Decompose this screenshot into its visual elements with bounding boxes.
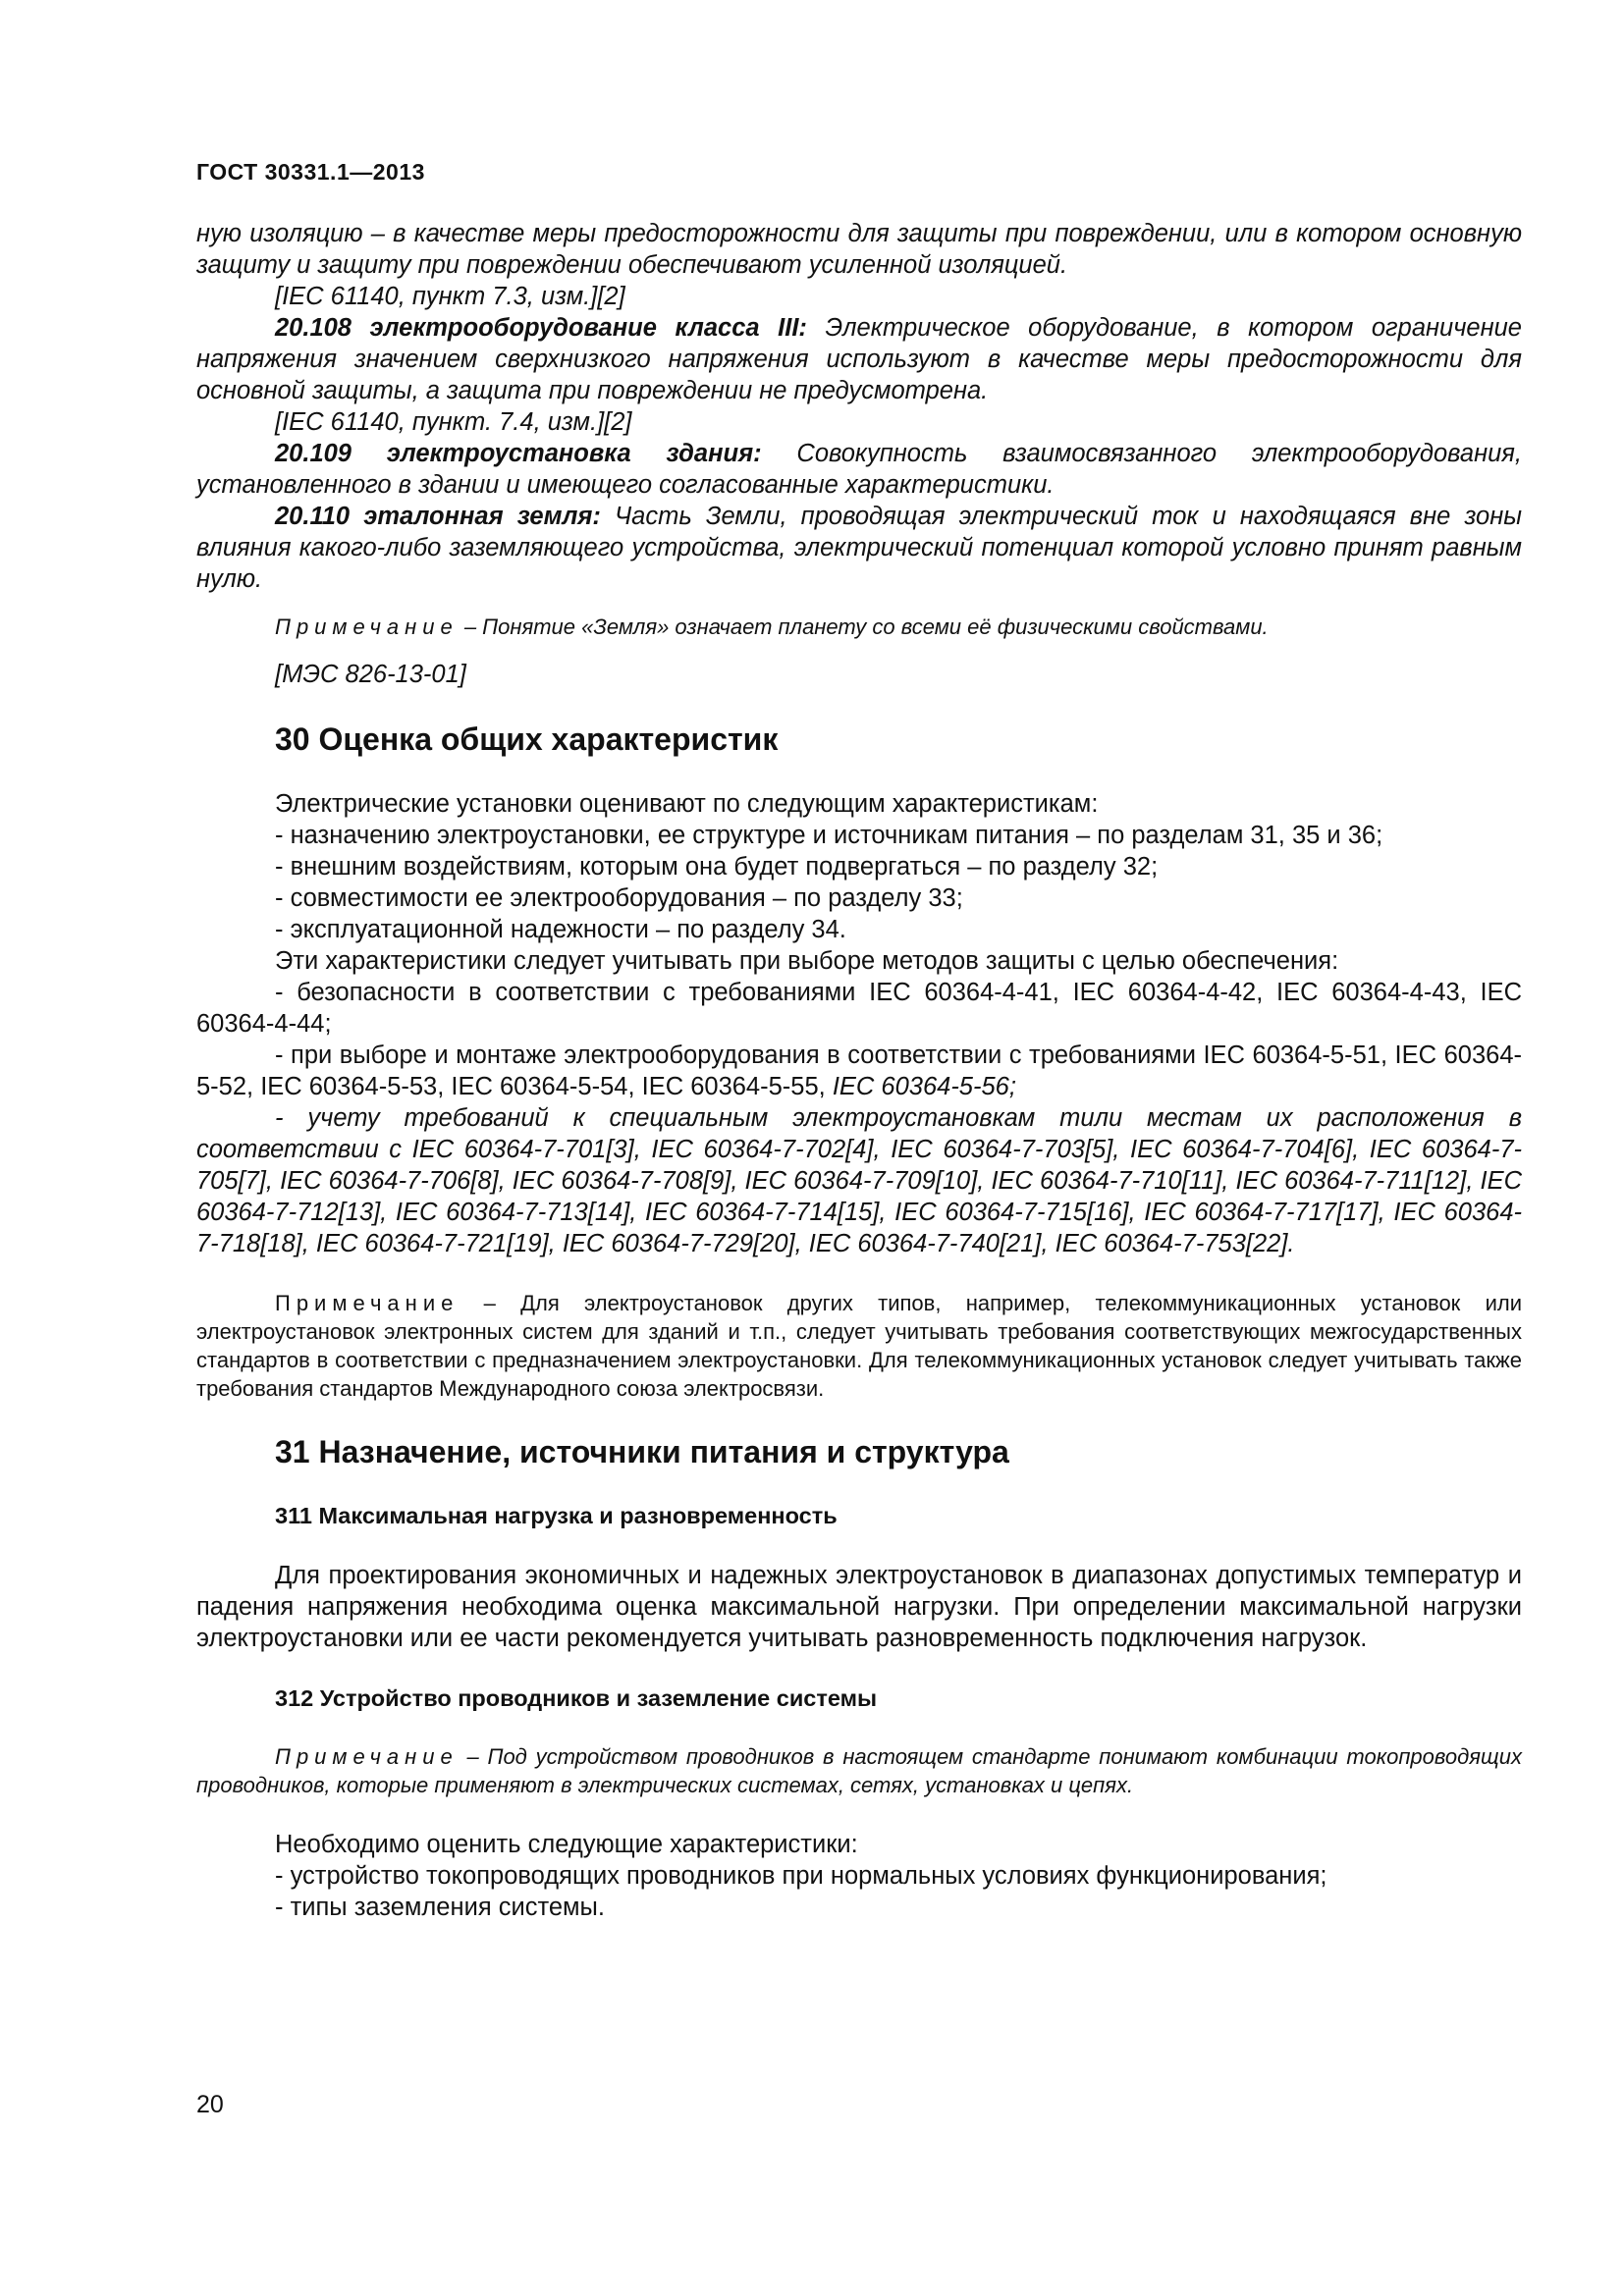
note-text: – Под устройством проводников в настоящем стандарте понимают комбинации токопроводящих проводников, которые применяют в электрических системах, сетях, установках и цепях. (196, 1744, 1522, 1797)
list-item-italic: IEC 60364-5-56; (832, 1073, 1016, 1100)
reference: [МЭС 826-13-01] (275, 661, 466, 688)
term-definition-20-110 (196, 501, 1522, 595)
document-header: ГОСТ 30331.1—2013 (196, 159, 425, 185)
note-text: – Для электроустановок других типов, например, телекоммуникационных установок или электроустановок электронных систем для зданий и т.п., следует учитывать требования соответствующих межгосударственных стандартов в соответствии с предназначением электроустановки. Для телекоммуникационных установок следует учитывать также требования стандартов Международного союза электросвязи. (196, 1291, 1522, 1401)
list-item: - устройство токопроводящих проводников при нормальных условиях функционирования; (275, 1862, 1327, 1890)
term-label: 20.108 электрооборудование класса III: (275, 314, 807, 342)
list-item: - типы заземления системы. (275, 1894, 605, 1921)
list-item: - безопасности в соответствии с требованиями IEC 60364-4-41, IEC 60364-4-42, IEC 60364-4-43, IEC 60364-4-44; (196, 979, 1522, 1038)
page-number: 20 (196, 2091, 224, 2118)
term-text: Совокупность взаимосвязанного электрооборудования, установленного в здании и имеющего согласованные характеристики. (196, 440, 1523, 499)
note-label: Примечание (275, 614, 459, 639)
term-definition-20-109 (196, 438, 1522, 501)
reference: [IEC 61140, пункт. 7.4, изм.][2] (275, 408, 632, 436)
paragraph: Необходимо оценить следующие характеристики: (275, 1831, 858, 1858)
list-item-text: - при выборе и монтаже электрооборудования в соответствии с требованиями IEC 60364-5-51, IEC 60364-5-52, IEC 60364-5-53, IEC 60364-5-54, IEC 60364-5-55, (196, 1041, 1522, 1100)
subsection-heading-311: 311 Максимальная нагрузка и разновременность (275, 1503, 838, 1528)
note-text: – Понятие «Земля» означает планету со всеми её физическими свойствами. (458, 614, 1269, 639)
paragraph: Электрические установки оценивают по следующим характеристикам: (275, 790, 1099, 818)
list-item: - совместимости ее электрооборудования – по разделу 33; (275, 884, 963, 912)
list-item: - внешним воздействиям, которым она будет подвергаться – по разделу 32; (275, 853, 1159, 881)
list-item: - учету требований к специальным электроустановкам тили местам их расположения в соответствии с IEC 60364-7-701[3], IEC 60364-7-702[4], IEC 60364-7-703[5], IEC 60364-7-704[6], IEC 60364-7-705[7], IEC 60364-7-706[8], IEC 60364-7-708[9], IEC 60364-7-709[10], IEC 60364-7-710[11], IEC 60364-7-711[12], IEC 60364-7-712[13], IEC 60364-7-713[14], IEC 60364-7-714[15], IEC 60364-7-715[16], IEC 60364-7-717[17], IEC 60364-7-718[18], IEC 60364-7-721[19], IEC 60364-7-729[20], IEC 60364-7-740[21], IEC 60364-7-753[22]. (196, 1104, 1523, 1257)
note-label: Примечание (275, 1744, 459, 1769)
term-text: Электрическое оборудование, в котором ограничение напряжения значением сверхнизкого напряжения используют в качестве меры предосторожности для основной защиты, а защита при повреждении не предусмотрена. (196, 314, 1522, 404)
paragraph: Для проектирования экономичных и надежных электроустановок в диапазонах допустимых температур и падения напряжения необходима оценка максимальной нагрузки. При определении максимальной нагрузки электроустановки или ее части рекомендуется учитывать разновременность подключения нагрузок. (196, 1562, 1522, 1652)
section-heading-31: 31 Назначение, источники питания и структура (275, 1434, 1009, 1469)
document-body (196, 218, 1522, 1923)
term-text: Часть Земли, проводящая электрический ток и находящаяся вне зоны влияния какого-либо заземляющего устройства, электрический потенциал которой условно принят равным нулю. (196, 503, 1522, 593)
list-item: - назначению электроустановки, ее структуре и источникам питания – по разделам 31, 35 и 36; (275, 822, 1383, 849)
term-label: 20.109 электроустановка здания: (275, 440, 762, 467)
subsection-heading-312: 312 Устройство проводников и заземление системы (275, 1685, 878, 1711)
section-heading-30: 30 Оценка общих характеристик (275, 721, 779, 757)
paragraph: ную изоляцию – в качестве меры предосторожности для защиты при повреждении, или в котором основную защиту и защиту при повреждении обеспечивают усиленной изоляцией. (196, 220, 1522, 279)
note-label: Примечание (275, 1291, 460, 1315)
note (196, 1289, 1522, 1403)
list-item (196, 1040, 1522, 1102)
term-definition-20-108 (196, 312, 1522, 406)
note (196, 613, 1522, 641)
paragraph: Эти характеристики следует учитывать при выборе методов защиты с целью обеспечения: (275, 947, 1339, 975)
term-label: 20.110 эталонная земля: (275, 503, 601, 530)
list-item: - эксплуатационной надежности – по разделу 34. (275, 916, 846, 943)
note (196, 1742, 1522, 1799)
reference: [IEC 61140, пункт 7.3, изм.][2] (275, 283, 625, 310)
